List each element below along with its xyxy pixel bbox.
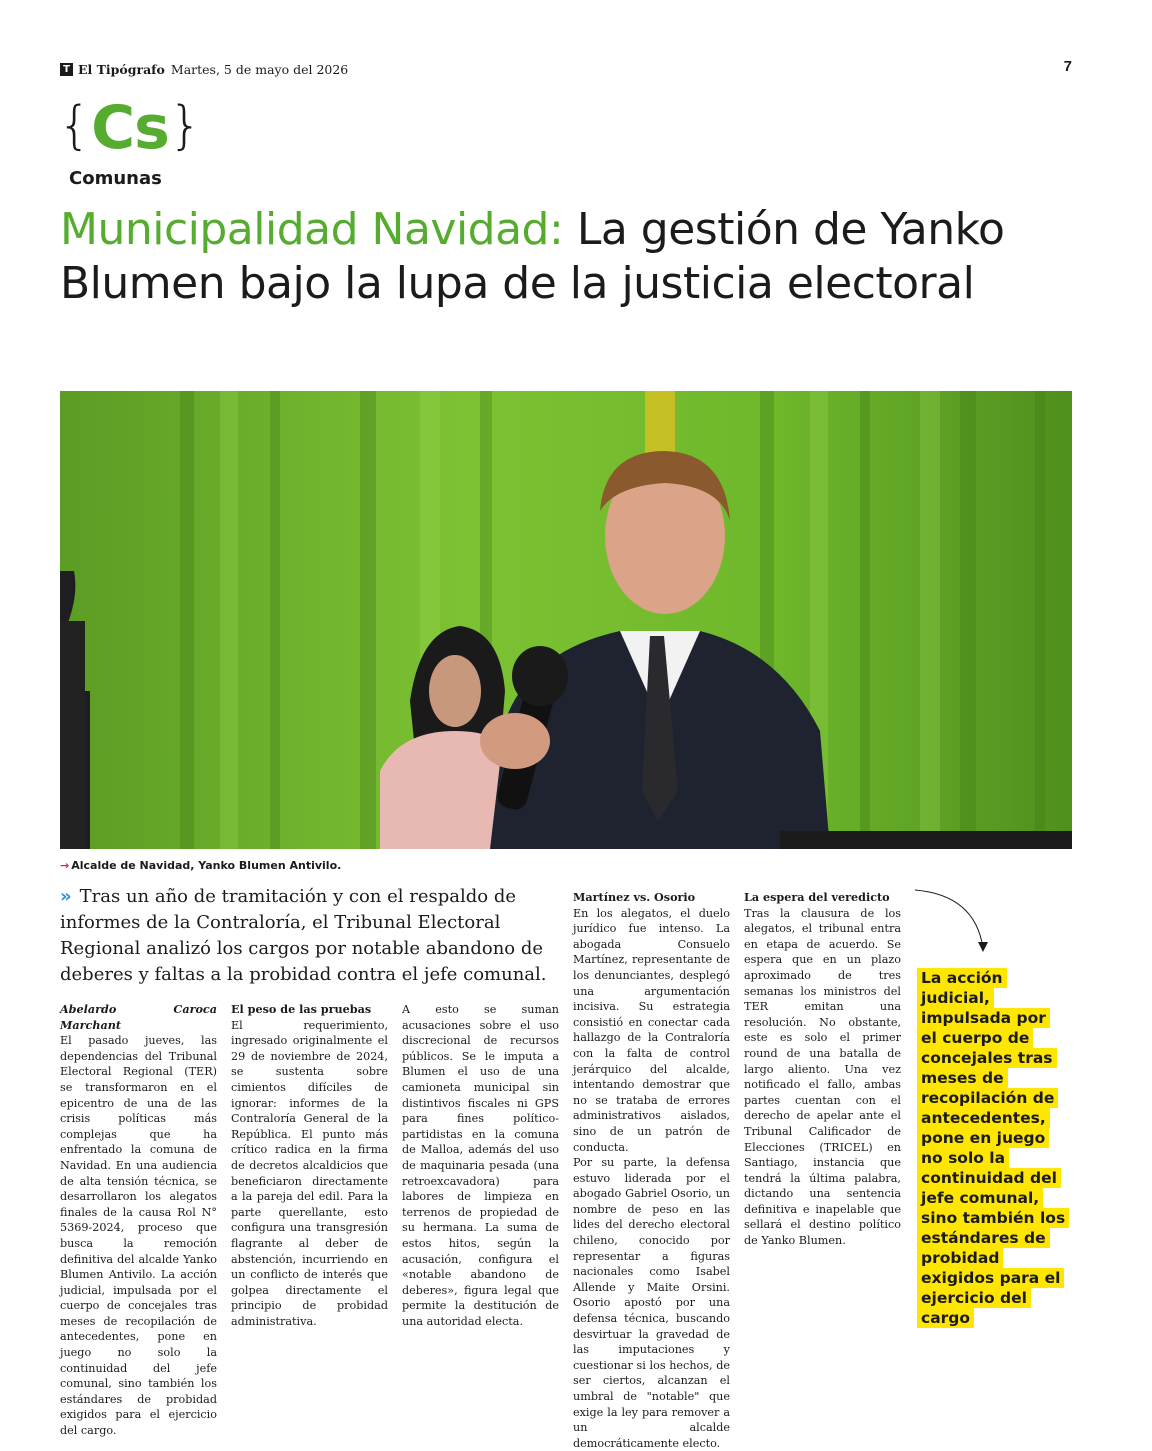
subhead-evidence: El peso de las pruebas [231,1002,372,1016]
publication-logo: T [60,63,73,76]
issue-date: Martes, 5 de mayo del 2026 [170,61,349,77]
lead-quote-icon: » [60,886,72,907]
headline [60,203,1080,311]
body-text-4: En los alegatos, el duelo jurídico fue intenso. La abogada Consuelo Martínez, representante de los denunciantes, desplegó una argumentación incisiva. Su estrategia consistió en conectar cada hallazgo de la Contraloría con la falta de control jerárquico del alcalde, intentando demostrar que no se trataba de errores administrativos aislados, sino de un patrón de conducta. [573,906,730,1154]
column-4 [573,890,730,1451]
column-2 [231,1002,388,1329]
article-photo [60,391,1072,849]
caption-text: Alcalde de Navidad, Yanko Blumen Antivilo. [71,859,342,872]
brace-open: { [58,96,92,156]
body-text-2: El requerimiento, ingresado originalmente el 29 de noviembre de 2024, se sustenta sobre cimientos difíciles de ignorar: informes de la Contraloría General de la República. El punto más crítico radica en la firma de decretos alcaldicios que beneficiaron directamente a la pareja del edil. Para la parte querellante, esto configura una transgresión flagrante al deber de abstención, incurriendo en un conflicto de interés que golpea directamente el principio de probidad administrativa. [231,1018,388,1328]
section-badge [58,93,202,163]
publication-name: El Tipógrafo [78,61,165,77]
pull-quote-text: La acción judicial, impulsada por el cuerpo de concejales tras meses de recopilación de antecedentes, pone en juego no solo la continuidad del jefe comunal, sino también los estándares de probidad exigidos para el ejercicio del cargo [917,968,1069,1328]
body-paragraph [60,1002,217,1439]
body-text-5: Por su parte, la defensa estuvo liderada por el abogado Gabriel Osorio, un nombre de peso en las lides del derecho electoral chileno, conocido por representar a figuras nacionales como Isabel Allende y Maite Orsini. Osorio apostó por una defensa técnica, buscando desvirtuar la gravedad de las imputaciones y cuestionar si los hechos, de ser ciertos, alcanzan el umbral de "notable" que exige la ley para remover a un alcalde democráticamente electo. [573,1156,730,1450]
pull-quote [917,968,1067,1328]
subhead-verdict: La espera del veredicto [744,890,890,904]
body-text-1: El pasado jueves, las dependencias del Tribunal Electoral Regional (TER) se transformaron en el epicentro de una de las crisis políticas más complejas que ha enfrentado la comuna de Navidad. En una audiencia de alta tensión técnica, se desarrollaron los alegatos finales de la causa Rol N° 5369-2024, proceso que busca la remoción definitiva del alcalde Yanko Blumen Antivilo. La acción judicial, impulsada por el cuerpo de concejales tras meses de recopilación de antecedentes, pone en juego no solo la continuidad del jefe comunal, sino también los estándares de probidad exigidos para el ejercicio del cargo. [60,1034,217,1438]
subhead-lawyers: Martínez vs. Osorio [573,890,696,904]
caption-arrow-icon: → [60,859,70,872]
headline-title: La gestión de Yanko Blumen bajo la lupa de la justicia electoral [60,204,1005,309]
byline: Abelardo Caroca Marchant [60,1002,217,1032]
column-5 [744,890,901,1249]
section-code: Cs [91,93,169,163]
page-number: 7 [1063,58,1072,75]
photo-illustration [60,391,1072,849]
pull-quote-arrow-icon [905,880,995,960]
section-name: Comunas [69,168,162,189]
masthead [60,60,348,78]
body-text-6: Tras la clausura de los alegatos, el tribunal entra en etapa de acuerdo. Se espera que en un plazo aproximado de tres semanas los ministros del TER emitan una resolución. No obstante, este es solo el primer round de una batalla de largo aliento. Una vez notificado el fallo, ambas partes cuentan con el derecho de apelar ante el Tribunal Calificador de Elecciones (TRICEL) en Santiago, instancia que tendrá la última palabra, dictando una sentencia definitiva e inapelable que sellará el destino político de Yanko Blumen. [744,906,901,1248]
column-1 [60,1002,217,1439]
body-text-3: A esto se suman acusaciones sobre el uso discrecional de recursos públicos. Se le imputa a Blumen el uso de una camioneta municipal sin distintivos fiscales ni GPS para fines político-partidistas en la comuna de Malloa, además del uso de maquinaria pesada (una retroexcavadora) para labores de limpieza en terrenos de propiedad de su hermana. La suma de estos hitos, según la acusación, configura el «notable abandono de deberes», figura legal que permite la destitución de una autoridad electa. [402,1003,559,1328]
headline-kicker: Municipalidad Navidad: [60,204,564,255]
column-3 [402,1002,559,1329]
brace-close: } [168,96,202,156]
photo-caption [60,859,341,872]
lead-text: Tras un año de tramitación y con el respaldo de informes de la Contraloría, el Tribunal Electoral Regional analizó los cargos por notable abandono de deberes y faltas a la probidad contra el jefe comunal. [60,886,547,985]
lead-paragraph [60,884,560,988]
